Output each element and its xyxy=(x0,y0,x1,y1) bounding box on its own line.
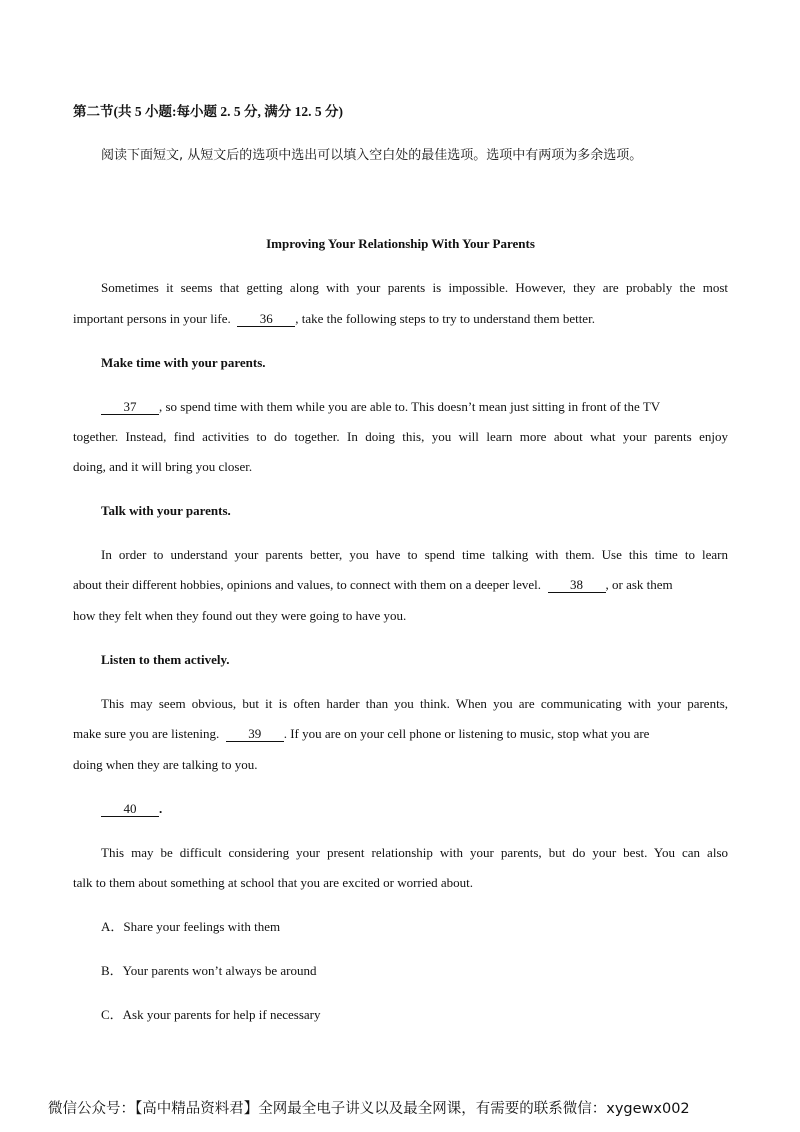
blank-36: 36 xyxy=(237,312,295,327)
heading-listen: Listen to them actively. xyxy=(101,652,230,667)
paragraph-4-text-after: . If you are on your cell phone or listening to music, stop what you are xyxy=(283,726,650,741)
paragraph-4-line-2 xyxy=(73,726,728,742)
paragraph-2-line-2: together. Instead, find activities to do together. In doing this, you will learn more about what your parents enjoy xyxy=(73,429,728,444)
blank-38: 38 xyxy=(548,578,606,593)
paragraph-1-line-1: Sometimes it seems that getting along with your parents is impossible. However, they are probably the most xyxy=(101,280,728,295)
paragraph-5-line-2: talk to them about something at school that you are excited or worried about. xyxy=(73,875,474,890)
paragraph-2-text-after: , so spend time with them while you are able to. This doesn’t mean just sitting in front of the TV xyxy=(159,399,661,414)
paragraph-4-text-before: make sure you are listening. xyxy=(73,726,220,741)
section-header: 第二节(共 5 小题:每小题 2. 5 分, 满分 12. 5 分) xyxy=(73,104,343,119)
paragraph-5-line-1: This may be difficult considering your present relationship with your parents, but do your best. You can also xyxy=(101,845,728,860)
paragraph-3-text-before: about their different hobbies, opinions and values, to connect with them on a deeper level. xyxy=(73,577,541,592)
paragraph-2-line-1 xyxy=(101,399,728,415)
paragraph-4-line-1: This may seem obvious, but it is often harder than you think. When you are communicating with your parents, xyxy=(101,696,728,711)
blank-37: 37 xyxy=(101,400,159,415)
option-b-text: Your parents won’t always be around xyxy=(122,963,317,978)
paragraph-1-line-2 xyxy=(73,311,728,327)
option-b xyxy=(101,963,728,979)
paragraph-3-line-2 xyxy=(73,577,728,593)
option-a xyxy=(101,919,728,935)
blank-40: 40 xyxy=(101,802,159,817)
option-c xyxy=(101,1007,728,1023)
footer-watermark: 微信公众号：【高中精品资料君】全网最全电子讲义以及最全网课，有需要的联系微信：xygewx002 xyxy=(48,1101,690,1117)
passage-title: Improving Your Relationship With Your Parents xyxy=(266,236,535,251)
heading-talk: Talk with your parents. xyxy=(101,503,231,518)
paragraph-3-line-3: how they felt when they found out they were going to have you. xyxy=(73,608,407,623)
option-a-letter: A． xyxy=(101,919,124,934)
option-a-text: Share your feelings with them xyxy=(123,919,281,934)
paragraph-3-line-1: In order to understand your parents better, you have to spend time talking with them. Use this time to learn xyxy=(101,547,728,562)
option-b-letter: B． xyxy=(101,963,123,978)
paragraph-2-line-3: doing, and it will bring you closer. xyxy=(73,459,253,474)
paragraph-1-text-after: , take the following steps to try to understand them better. xyxy=(295,311,595,326)
heading-blank-40 xyxy=(101,801,728,817)
paragraph-1-text-before: important persons in your life. xyxy=(73,311,231,326)
paragraph-4-line-3: doing when they are talking to you. xyxy=(73,757,258,772)
paragraph-3-text-after: , or ask them xyxy=(605,577,673,592)
blank-39: 39 xyxy=(226,727,284,742)
heading-make-time: Make time with your parents. xyxy=(101,355,266,370)
option-c-text: Ask your parents for help if necessary xyxy=(122,1007,321,1022)
blank-40-period: . xyxy=(159,801,163,816)
option-c-letter: C． xyxy=(101,1007,123,1022)
instructions: 阅读下面短文, 从短文后的选项中选出可以填入空白处的最佳选项。选项中有两项为多余选项。 xyxy=(101,148,643,163)
